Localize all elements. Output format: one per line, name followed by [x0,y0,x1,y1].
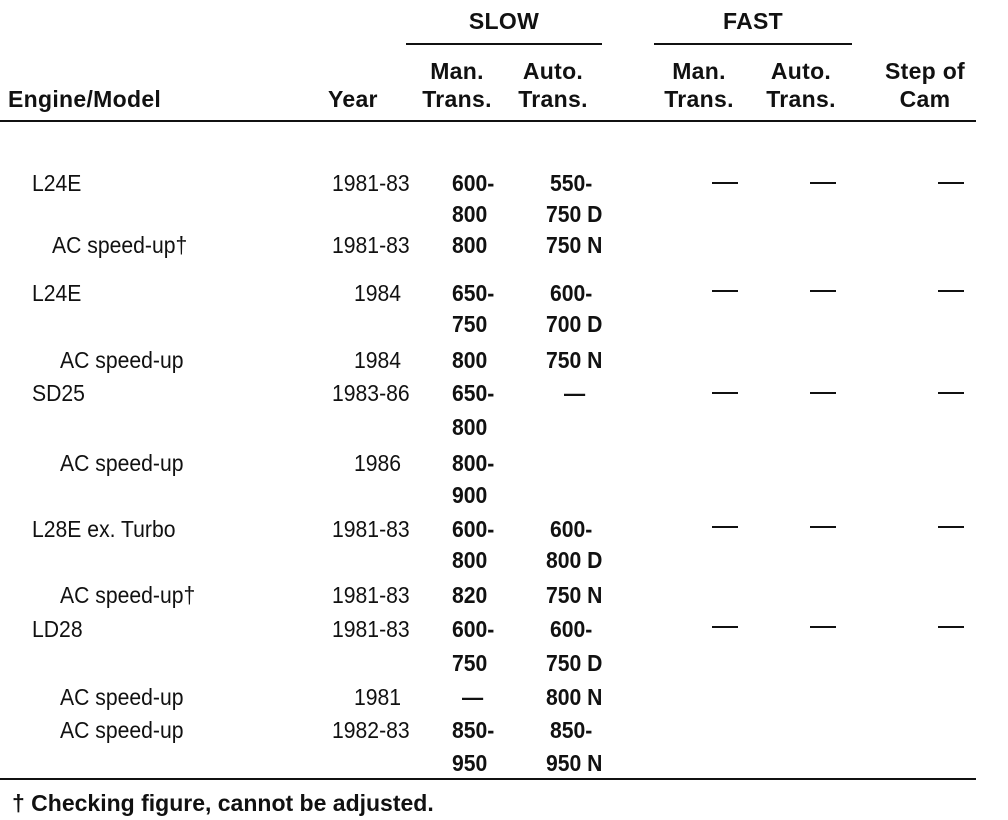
footnote: † Checking figure, cannot be adjusted. [12,790,434,816]
header-year: Year [328,86,378,112]
cell-model: LD28 [32,616,83,642]
header-rule [0,120,976,122]
table-row [0,480,1008,511]
table-row [0,648,1008,679]
step-cam-dash [938,182,964,184]
cell-slow-auto: 850- [550,717,593,743]
cell-slow-man: 800 [452,414,488,440]
footer-rule [0,778,976,780]
step-cam-dash [938,526,964,528]
cell-model: AC speed-up [60,347,184,373]
header-fast-auto-1: Auto. [770,58,832,84]
fast-auto-dash [810,526,836,528]
fast-man-dash [712,182,738,184]
step-cam-dash [938,626,964,628]
cell-slow-auto: 550- [550,170,593,196]
cell-model: AC speed-up [60,717,184,743]
table-row [0,309,1008,340]
table-row [0,199,1008,230]
fast-auto-dash [810,392,836,394]
cell-year: 1981-83 [332,516,410,542]
cell-slow-man: 950 [452,750,488,776]
header-slow-auto-1: Auto. [522,58,584,84]
table-row [0,682,1008,713]
cell-slow-man: 800 [452,232,488,258]
header-fast-man-1: Man. [672,58,726,84]
table-row [0,580,1008,611]
cell-slow-auto: 750 D [546,650,603,676]
header-step-2: Cam [899,86,951,112]
table-row [0,168,1008,199]
fast-man-dash [712,290,738,292]
fast-auto-dash [810,182,836,184]
slow-underline [406,43,602,45]
header-slow: SLOW [468,8,540,34]
table-row [0,715,1008,746]
cell-slow-auto: 750 N [546,232,603,258]
cell-slow-auto: 700 D [546,311,603,337]
cell-model: AC speed-up [60,684,184,710]
cell-slow-man: 800- [452,450,495,476]
cell-slow-man: 600- [452,516,495,542]
table-row [0,378,1008,409]
cell-slow-man: 750 [452,311,488,337]
step-cam-dash [938,290,964,292]
cell-year: 1984 [354,280,402,306]
header-fast: FAST [723,8,783,34]
cell-slow-man: 800 [452,201,488,227]
cell-year: 1981-83 [332,170,410,196]
cell-slow-man: 750 [452,650,488,676]
cell-slow-auto: 750 N [546,347,603,373]
cell-slow-man: 600- [452,170,495,196]
table-row [0,412,1008,443]
cell-model: SD25 [32,380,85,406]
cell-slow-man: 600- [452,616,495,642]
cell-slow-auto: 800 N [546,684,603,710]
cell-model: L24E [32,170,82,196]
cell-model: AC speed-up† [60,582,196,608]
cell-model: L24E [32,280,82,306]
cell-slow-man: 900 [452,482,488,508]
fast-auto-dash [810,626,836,628]
cell-slow-man: 800 [452,547,488,573]
cell-slow-auto: 600- [550,516,593,542]
cell-slow-auto: — [564,380,586,406]
cell-year: 1981 [354,684,402,710]
cell-year: 1983-86 [332,380,410,406]
cell-model: AC speed-up† [52,232,188,258]
fast-man-dash [712,626,738,628]
cell-slow-man: 850- [452,717,495,743]
table-row [0,614,1008,645]
table-row [0,278,1008,309]
fast-underline [654,43,852,45]
cell-slow-auto: 750 D [546,201,603,227]
header-slow-man-1: Man. [430,58,484,84]
header-fast-man-2: Trans. [664,86,734,112]
fast-auto-dash [810,290,836,292]
header-fast-auto-2: Trans. [766,86,836,112]
cell-slow-auto: 800 D [546,547,603,573]
step-cam-dash [938,392,964,394]
header-engine-model: Engine/Model [8,86,162,112]
cell-year: 1981-83 [332,582,410,608]
cell-year: 1981-83 [332,232,410,258]
header-slow-auto-2: Trans. [518,86,588,112]
cell-slow-man: 650- [452,380,495,406]
table-row [0,748,1008,779]
cell-model: L28E ex. Turbo [32,516,176,542]
table-row [0,448,1008,479]
cell-slow-man: 820 [452,582,488,608]
cell-slow-auto: 750 N [546,582,603,608]
cell-year: 1984 [354,347,402,373]
cell-slow-auto: 600- [550,616,593,642]
cell-year: 1982-83 [332,717,410,743]
cell-slow-auto: 600- [550,280,593,306]
cell-year: 1986 [354,450,402,476]
fast-man-dash [712,526,738,528]
cell-slow-man: — [462,684,484,710]
cell-slow-auto: 950 N [546,750,603,776]
fast-man-dash [712,392,738,394]
cell-model: AC speed-up [60,450,184,476]
table-row [0,345,1008,376]
header-step-1: Step of [884,58,966,84]
cell-year: 1981-83 [332,616,410,642]
header-slow-man-2: Trans. [422,86,492,112]
table-row [0,545,1008,576]
table-row [0,230,1008,261]
cell-slow-man: 800 [452,347,488,373]
table-row [0,514,1008,545]
cell-slow-man: 650- [452,280,495,306]
